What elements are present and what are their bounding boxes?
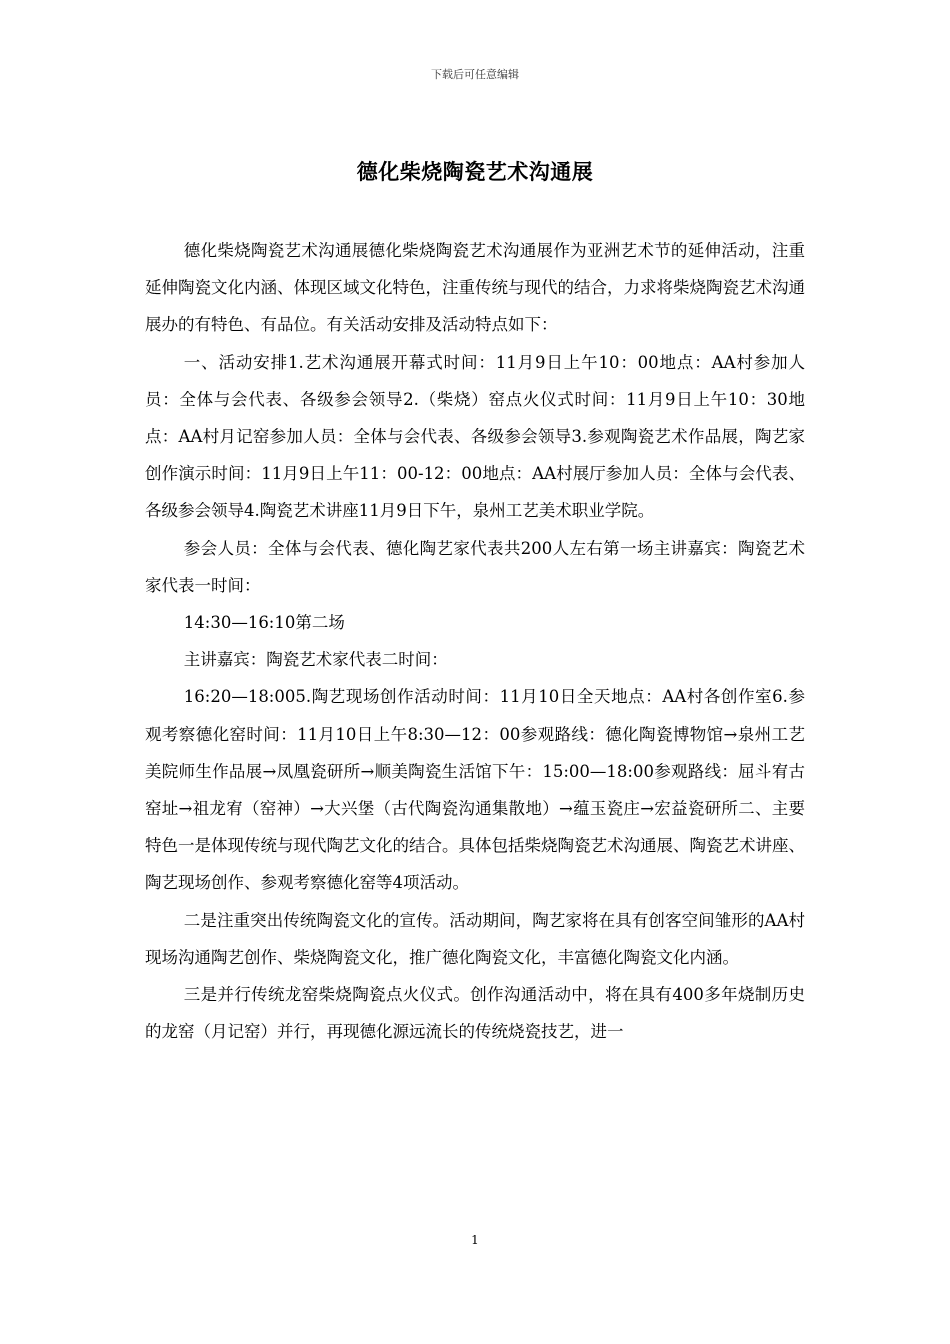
document-title: 德化柴烧陶瓷艺术沟通展 — [356, 159, 594, 184]
paragraph: 二是注重突出传统陶瓷文化的宣传。活动期间，陶艺家将在具有创客空间雏形的AA村现场沟通陶艺创作、柴烧陶瓷文化，推广德化陶瓷文化，丰富德化陶瓷文化内涵。 — [145, 910, 805, 967]
paragraph: 参会人员：全体与会代表、德化陶艺家代表共200人左右第一场主讲嘉宾：陶瓷艺术家代表一时间： — [145, 538, 805, 595]
page-header-note: 下载后可任意编辑 — [431, 68, 519, 81]
page-number: 1 — [471, 1233, 479, 1247]
document-body — [145, 232, 805, 1050]
paragraph: 16:20—18:005.陶艺现场创作活动时间：11月10日全天地点：AA村各创作室6.参观考察德化窑时间：11月10日上午8:30—12：00参观路线：德化陶瓷博物馆→泉州工艺美院师生作品展→凤凰瓷研所→顺美陶瓷生活馆下午：15:00—18:00参观路线：屈斗宥古窑址→祖龙宥（窑神）→大兴堡（古代陶瓷沟通集散地）→蕴玉瓷庄→宏益瓷研所二、主要特色一是体现传统与现代陶艺文化的结合。具体包括柴烧陶瓷艺术沟通展、陶瓷艺术讲座、陶艺现场创作、参观考察德化窑等4项活动。 — [145, 687, 805, 893]
paragraph: 一、活动安排1.艺术沟通展开幕式时间：11月9日上午10：00地点：AA村参加人员：全体与会代表、各级参会领导2.（柴烧）窑点火仪式时间：11月9日上午10：30地点：AA村月记窑参加人员：全体与会代表、各级参会领导3.参观陶瓷艺术作品展，陶艺家创作演示时间：11月9日上午11：00-12：00地点：AA村展厅参加人员：全体与会代表、各级参会领导4.陶瓷艺术讲座11月9日下午，泉州工艺美术职业学院。 — [145, 352, 805, 521]
paragraph: 14:30—16:10第二场 — [183, 613, 345, 633]
paragraph: 德化柴烧陶瓷艺术沟通展德化柴烧陶瓷艺术沟通展作为亚洲艺术节的延伸活动，注重延伸陶瓷文化内涵、体现区域文化特色，注重传统与现代的结合，力求将柴烧陶瓷艺术沟通展办的有特色、有品位。有关活动安排及活动特点如下： — [145, 241, 805, 335]
paragraph: 主讲嘉宾：陶瓷艺术家代表二时间： — [183, 650, 448, 670]
paragraph: 三是并行传统龙窑柴烧陶瓷点火仪式。创作沟通活动中，将在具有400多年烧制历史的龙窑（月记窑）并行，再现德化源远流长的传统烧瓷技艺，进一 — [145, 985, 805, 1042]
